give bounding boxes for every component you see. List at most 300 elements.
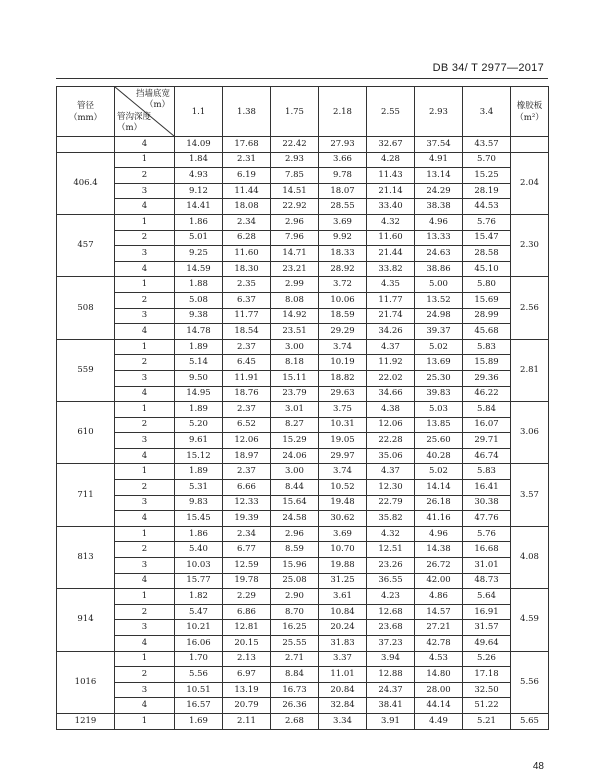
- value-cell: 6.28: [223, 230, 271, 246]
- value-cell: 30.62: [319, 511, 367, 527]
- value-cell: 18.08: [223, 199, 271, 215]
- value-cell: 17.18: [463, 667, 511, 683]
- value-cell: 15.45: [175, 511, 223, 527]
- rubber-board-header: [511, 87, 549, 137]
- value-cell: 3.75: [319, 402, 367, 418]
- value-cell: 37.23: [367, 636, 415, 652]
- value-cell: 15.69: [463, 292, 511, 308]
- value-cell: 29.29: [319, 324, 367, 340]
- value-cell: 4.28: [367, 152, 415, 168]
- table-row: [57, 636, 549, 652]
- value-cell: 3.72: [319, 277, 367, 293]
- value-cell: 16.06: [175, 636, 223, 652]
- value-cell: 24.63: [415, 246, 463, 262]
- value-cell: 19.78: [223, 573, 271, 589]
- value-cell: 5.03: [415, 402, 463, 418]
- value-cell: 1.84: [175, 152, 223, 168]
- value-cell: 4.96: [415, 526, 463, 542]
- value-cell: 30.38: [463, 495, 511, 511]
- value-cell: 5.02: [415, 464, 463, 480]
- value-cell: 4.96: [415, 214, 463, 230]
- value-cell: 24.06: [271, 448, 319, 464]
- value-cell: 27.21: [415, 620, 463, 636]
- value-cell: 8.44: [271, 480, 319, 496]
- trench-depth-cell: 3: [115, 620, 175, 636]
- table-row: [57, 433, 549, 449]
- value-cell: 3.94: [367, 651, 415, 667]
- table-row: [57, 183, 549, 199]
- value-cell: 18.30: [223, 261, 271, 277]
- value-cell: 5.84: [463, 402, 511, 418]
- value-cell: 1.88: [175, 277, 223, 293]
- value-cell: 12.68: [367, 604, 415, 620]
- value-cell: 5.26: [463, 651, 511, 667]
- value-cell: 12.81: [223, 620, 271, 636]
- pipe-diameter-cell: 914: [57, 589, 115, 651]
- value-cell: 31.83: [319, 636, 367, 652]
- value-cell: 29.36: [463, 370, 511, 386]
- value-cell: 14.38: [415, 542, 463, 558]
- value-cell: 1.82: [175, 589, 223, 605]
- value-cell: 3.66: [319, 152, 367, 168]
- trench-depth-cell: 2: [115, 604, 175, 620]
- value-cell: 22.42: [271, 137, 319, 153]
- value-cell: 16.73: [271, 682, 319, 698]
- value-cell: 2.34: [223, 214, 271, 230]
- table-row: [57, 137, 549, 153]
- trench-depth-cell: 4: [115, 698, 175, 714]
- value-cell: 22.92: [271, 199, 319, 215]
- value-cell: 10.03: [175, 558, 223, 574]
- trench-depth-cell: 4: [115, 573, 175, 589]
- value-cell: 18.97: [223, 448, 271, 464]
- value-cell: 18.07: [319, 183, 367, 199]
- value-cell: 3.91: [367, 713, 415, 729]
- trench-depth-cell: 4: [115, 636, 175, 652]
- trench-depth-cell: 1: [115, 339, 175, 355]
- table-row: [57, 152, 549, 168]
- value-cell: 15.77: [175, 573, 223, 589]
- value-cell: 32.84: [319, 698, 367, 714]
- value-cell: 15.47: [463, 230, 511, 246]
- value-cell: 5.47: [175, 604, 223, 620]
- value-cell: 35.82: [367, 511, 415, 527]
- rubber-board-cell: 4.08: [511, 526, 549, 588]
- value-cell: 4.32: [367, 214, 415, 230]
- value-cell: 4.38: [367, 402, 415, 418]
- value-cell: 38.38: [415, 199, 463, 215]
- trench-depth-cell: 2: [115, 230, 175, 246]
- value-cell: 4.53: [415, 651, 463, 667]
- value-cell: 7.96: [271, 230, 319, 246]
- value-cell: 37.54: [415, 137, 463, 153]
- trench-depth-cell: 4: [115, 199, 175, 215]
- value-cell: 14.95: [175, 386, 223, 402]
- trench-depth-cell: 3: [115, 682, 175, 698]
- value-cell: 6.66: [223, 480, 271, 496]
- value-cell: 4.32: [367, 526, 415, 542]
- value-cell: 3.34: [319, 713, 367, 729]
- value-cell: 3.01: [271, 402, 319, 418]
- value-cell: 25.30: [415, 370, 463, 386]
- value-cell: 31.25: [319, 573, 367, 589]
- trench-depth-cell: 2: [115, 168, 175, 184]
- value-cell: 38.41: [367, 698, 415, 714]
- value-cell: 11.43: [367, 168, 415, 184]
- trench-depth-cell: 1: [115, 589, 175, 605]
- value-cell: 28.00: [415, 682, 463, 698]
- trench-depth-cell: 2: [115, 667, 175, 683]
- value-cell: 26.18: [415, 495, 463, 511]
- trench-depth-label: 管沟深度 （m）: [117, 112, 152, 133]
- value-cell: 46.74: [463, 448, 511, 464]
- value-cell: 11.77: [367, 292, 415, 308]
- value-cell: 12.06: [367, 417, 415, 433]
- value-cell: 29.71: [463, 433, 511, 449]
- value-cell: 9.50: [175, 370, 223, 386]
- trench-depth-cell: 2: [115, 542, 175, 558]
- trench-depth-cell: 4: [115, 448, 175, 464]
- value-cell: 10.06: [319, 292, 367, 308]
- value-cell: 15.11: [271, 370, 319, 386]
- pipe-diameter-cell: 559: [57, 339, 115, 401]
- value-cell: 2.68: [271, 713, 319, 729]
- value-cell: 9.12: [175, 183, 223, 199]
- value-cell: 15.64: [271, 495, 319, 511]
- value-cell: 5.08: [175, 292, 223, 308]
- value-cell: 11.77: [223, 308, 271, 324]
- value-cell: 5.20: [175, 417, 223, 433]
- value-cell: 32.50: [463, 682, 511, 698]
- page-number: 48: [532, 761, 544, 772]
- trench-depth-cell: 2: [115, 292, 175, 308]
- trench-depth-cell: 3: [115, 183, 175, 199]
- value-cell: 14.14: [415, 480, 463, 496]
- value-cell: 14.41: [175, 199, 223, 215]
- value-cell: 20.84: [319, 682, 367, 698]
- trench-depth-cell: 3: [115, 495, 175, 511]
- value-cell: 23.21: [271, 261, 319, 277]
- value-cell: 27.93: [319, 137, 367, 153]
- value-cell: 10.84: [319, 604, 367, 620]
- trench-depth-cell: 1: [115, 526, 175, 542]
- value-cell: 11.91: [223, 370, 271, 386]
- value-cell: 2.71: [271, 651, 319, 667]
- value-cell: 1.69: [175, 713, 223, 729]
- value-cell: 2.29: [223, 589, 271, 605]
- value-cell: 33.82: [367, 261, 415, 277]
- value-cell: 18.33: [319, 246, 367, 262]
- value-cell: 44.14: [415, 698, 463, 714]
- value-cell: 6.19: [223, 168, 271, 184]
- pipe-diameter-cell: [57, 137, 115, 153]
- table-body: [57, 137, 549, 730]
- table-row: [57, 324, 549, 340]
- table-header-row: [57, 87, 549, 137]
- table-row: [57, 713, 549, 729]
- value-cell: 9.25: [175, 246, 223, 262]
- value-cell: 5.83: [463, 464, 511, 480]
- value-cell: 19.48: [319, 495, 367, 511]
- value-cell: 6.86: [223, 604, 271, 620]
- value-cell: 26.72: [415, 558, 463, 574]
- table-row: [57, 168, 549, 184]
- table-row: [57, 464, 549, 480]
- document-code: DB 34/ T 2977—2017: [432, 62, 544, 74]
- value-cell: 13.85: [415, 417, 463, 433]
- width-header: 2.18: [319, 87, 367, 137]
- value-cell: 4.23: [367, 589, 415, 605]
- table-row: [57, 511, 549, 527]
- table-row: [57, 448, 549, 464]
- trench-depth-cell: 4: [115, 511, 175, 527]
- value-cell: 9.61: [175, 433, 223, 449]
- pipe-diameter-cell: 508: [57, 277, 115, 339]
- value-cell: 8.70: [271, 604, 319, 620]
- table-row: [57, 682, 549, 698]
- width-header: 1.1: [175, 87, 223, 137]
- value-cell: 2.99: [271, 277, 319, 293]
- value-cell: 19.39: [223, 511, 271, 527]
- value-cell: 10.51: [175, 682, 223, 698]
- table-row: [57, 542, 549, 558]
- value-cell: 20.79: [223, 698, 271, 714]
- trench-depth-cell: 4: [115, 324, 175, 340]
- rubber-board-header-text: 橡胶板 （m²）: [515, 100, 544, 123]
- value-cell: 19.88: [319, 558, 367, 574]
- value-cell: 28.19: [463, 183, 511, 199]
- trench-depth-cell: 1: [115, 152, 175, 168]
- value-cell: 3.00: [271, 464, 319, 480]
- value-cell: 8.08: [271, 292, 319, 308]
- value-cell: 10.70: [319, 542, 367, 558]
- table-row: [57, 558, 549, 574]
- rubber-board-cell: [511, 137, 549, 153]
- value-cell: 2.35: [223, 277, 271, 293]
- value-cell: 35.06: [367, 448, 415, 464]
- trench-depth-cell: 2: [115, 355, 175, 371]
- table-row: [57, 604, 549, 620]
- value-cell: 15.12: [175, 448, 223, 464]
- value-cell: 12.06: [223, 433, 271, 449]
- value-cell: 10.31: [319, 417, 367, 433]
- rubber-board-cell: 3.06: [511, 402, 549, 464]
- table-row: [57, 199, 549, 215]
- value-cell: 17.68: [223, 137, 271, 153]
- value-cell: 39.37: [415, 324, 463, 340]
- value-cell: 5.40: [175, 542, 223, 558]
- value-cell: 29.97: [319, 448, 367, 464]
- value-cell: 5.00: [415, 277, 463, 293]
- value-cell: 3.74: [319, 464, 367, 480]
- value-cell: 42.78: [415, 636, 463, 652]
- table-row: [57, 480, 549, 496]
- value-cell: 16.57: [175, 698, 223, 714]
- value-cell: 10.52: [319, 480, 367, 496]
- value-cell: 16.68: [463, 542, 511, 558]
- trench-depth-cell: 2: [115, 417, 175, 433]
- value-cell: 5.56: [175, 667, 223, 683]
- value-cell: 24.98: [415, 308, 463, 324]
- value-cell: 21.14: [367, 183, 415, 199]
- value-cell: 20.24: [319, 620, 367, 636]
- rubber-board-cell: 4.59: [511, 589, 549, 651]
- value-cell: 3.61: [319, 589, 367, 605]
- rubber-board-cell: 5.65: [511, 713, 549, 729]
- rubber-board-cell: 2.30: [511, 214, 549, 276]
- value-cell: 14.59: [175, 261, 223, 277]
- trench-depth-cell: 2: [115, 480, 175, 496]
- value-cell: 11.60: [223, 246, 271, 262]
- value-cell: 5.31: [175, 480, 223, 496]
- rubber-board-cell: 2.56: [511, 277, 549, 339]
- table-row: [57, 277, 549, 293]
- value-cell: 22.02: [367, 370, 415, 386]
- value-cell: 14.51: [271, 183, 319, 199]
- value-cell: 25.60: [415, 433, 463, 449]
- value-cell: 22.28: [367, 433, 415, 449]
- value-cell: 2.37: [223, 402, 271, 418]
- value-cell: 28.58: [463, 246, 511, 262]
- width-header: 1.38: [223, 87, 271, 137]
- trench-depth-cell: 3: [115, 308, 175, 324]
- value-cell: 2.96: [271, 214, 319, 230]
- table-row: [57, 386, 549, 402]
- value-cell: 2.90: [271, 589, 319, 605]
- value-cell: 29.63: [319, 386, 367, 402]
- table-row: [57, 246, 549, 262]
- value-cell: 26.36: [271, 698, 319, 714]
- value-cell: 16.91: [463, 604, 511, 620]
- value-cell: 18.82: [319, 370, 367, 386]
- value-cell: 13.19: [223, 682, 271, 698]
- value-cell: 21.44: [367, 246, 415, 262]
- table-row: [57, 230, 549, 246]
- pipe-diameter-header: [57, 87, 115, 137]
- value-cell: 2.34: [223, 526, 271, 542]
- value-cell: 3.69: [319, 214, 367, 230]
- value-cell: 6.77: [223, 542, 271, 558]
- value-cell: 8.18: [271, 355, 319, 371]
- value-cell: 45.10: [463, 261, 511, 277]
- value-cell: 46.22: [463, 386, 511, 402]
- trench-depth-cell: 1: [115, 402, 175, 418]
- value-cell: 2.96: [271, 526, 319, 542]
- wall-base-width-label: 挡墙底宽 （m）: [135, 89, 170, 110]
- value-cell: 11.92: [367, 355, 415, 371]
- table-row: [57, 402, 549, 418]
- width-header: 2.93: [415, 87, 463, 137]
- value-cell: 36.55: [367, 573, 415, 589]
- trench-depth-cell: 3: [115, 558, 175, 574]
- value-cell: 5.14: [175, 355, 223, 371]
- value-cell: 1.89: [175, 402, 223, 418]
- value-cell: 4.37: [367, 339, 415, 355]
- value-cell: 7.85: [271, 168, 319, 184]
- value-cell: 24.58: [271, 511, 319, 527]
- value-cell: 25.55: [271, 636, 319, 652]
- value-cell: 48.73: [463, 573, 511, 589]
- value-cell: 24.29: [415, 183, 463, 199]
- value-cell: 13.14: [415, 168, 463, 184]
- data-table: [56, 86, 549, 730]
- trench-depth-cell: 1: [115, 651, 175, 667]
- header-rule: [56, 78, 548, 79]
- value-cell: 43.57: [463, 137, 511, 153]
- value-cell: 5.21: [463, 713, 511, 729]
- value-cell: 8.84: [271, 667, 319, 683]
- table-row: [57, 417, 549, 433]
- pipe-diameter-cell: 711: [57, 464, 115, 526]
- value-cell: 16.41: [463, 480, 511, 496]
- value-cell: 5.70: [463, 152, 511, 168]
- trench-depth-cell: 3: [115, 433, 175, 449]
- pipe-diameter-cell: 813: [57, 526, 115, 588]
- value-cell: 12.88: [367, 667, 415, 683]
- value-cell: 5.76: [463, 526, 511, 542]
- value-cell: 12.59: [223, 558, 271, 574]
- pipe-diameter-cell: 457: [57, 214, 115, 276]
- value-cell: 47.76: [463, 511, 511, 527]
- value-cell: 4.86: [415, 589, 463, 605]
- value-cell: 2.11: [223, 713, 271, 729]
- pipe-diameter-cell: 610: [57, 402, 115, 464]
- value-cell: 9.38: [175, 308, 223, 324]
- value-cell: 33.40: [367, 199, 415, 215]
- value-cell: 2.31: [223, 152, 271, 168]
- value-cell: 20.15: [223, 636, 271, 652]
- rubber-board-cell: 2.04: [511, 152, 549, 214]
- value-cell: 32.67: [367, 137, 415, 153]
- value-cell: 5.83: [463, 339, 511, 355]
- value-cell: 5.01: [175, 230, 223, 246]
- table-row: [57, 667, 549, 683]
- trench-depth-cell: 1: [115, 214, 175, 230]
- value-cell: 39.83: [415, 386, 463, 402]
- width-header: 1.75: [271, 87, 319, 137]
- value-cell: 15.29: [271, 433, 319, 449]
- value-cell: 5.76: [463, 214, 511, 230]
- value-cell: 31.01: [463, 558, 511, 574]
- value-cell: 3.37: [319, 651, 367, 667]
- value-cell: 31.57: [463, 620, 511, 636]
- value-cell: 23.79: [271, 386, 319, 402]
- rubber-board-cell: 2.81: [511, 339, 549, 401]
- value-cell: 18.54: [223, 324, 271, 340]
- value-cell: 6.45: [223, 355, 271, 371]
- value-cell: 18.76: [223, 386, 271, 402]
- table-row: [57, 214, 549, 230]
- value-cell: 3.74: [319, 339, 367, 355]
- value-cell: 13.69: [415, 355, 463, 371]
- value-cell: 8.27: [271, 417, 319, 433]
- table-row: [57, 292, 549, 308]
- value-cell: 49.64: [463, 636, 511, 652]
- trench-depth-cell: 1: [115, 277, 175, 293]
- value-cell: 11.44: [223, 183, 271, 199]
- value-cell: 8.59: [271, 542, 319, 558]
- value-cell: 23.26: [367, 558, 415, 574]
- value-cell: 28.55: [319, 199, 367, 215]
- value-cell: 40.28: [415, 448, 463, 464]
- table-row: [57, 620, 549, 636]
- table-row: [57, 370, 549, 386]
- width-header: 3.4: [463, 87, 511, 137]
- value-cell: 14.78: [175, 324, 223, 340]
- trench-depth-cell: 4: [115, 386, 175, 402]
- value-cell: 6.97: [223, 667, 271, 683]
- trench-depth-cell: 4: [115, 261, 175, 277]
